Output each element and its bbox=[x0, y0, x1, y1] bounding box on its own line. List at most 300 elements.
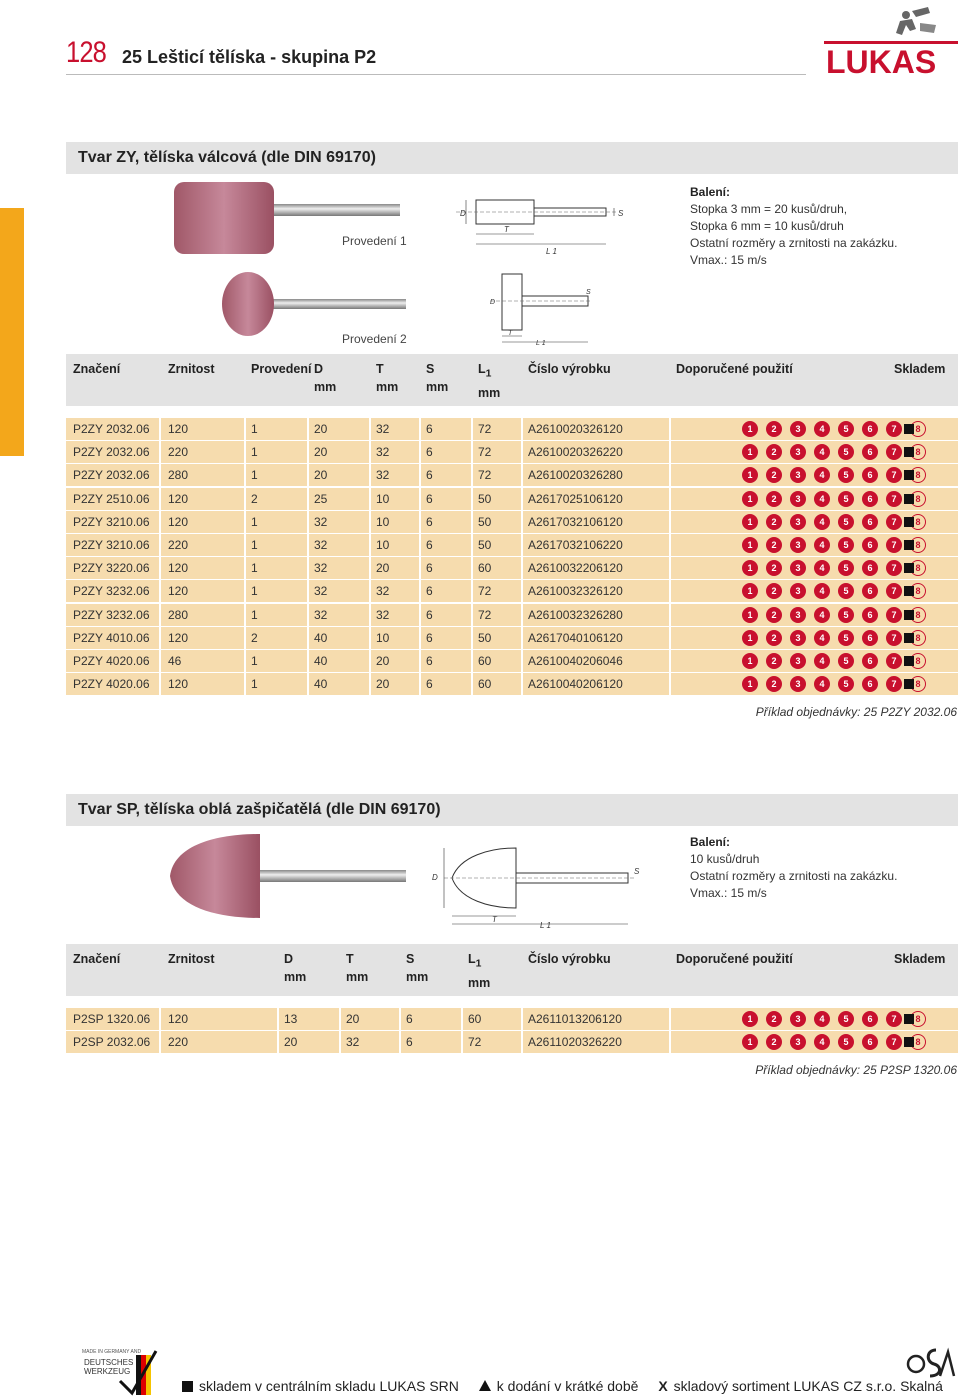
use-5-icon: 5 bbox=[838, 653, 854, 669]
table-cell: 10 bbox=[376, 538, 390, 552]
table-row bbox=[66, 627, 958, 649]
column-separator bbox=[369, 534, 371, 556]
use-7-icon: 7 bbox=[886, 491, 902, 507]
chapter-title: 25 Lešticí tělíska - skupina P2 bbox=[122, 47, 377, 67]
use-4-icon: 4 bbox=[814, 560, 830, 576]
table-cell: 1 bbox=[251, 584, 258, 599]
use-5-icon: 5 bbox=[838, 467, 854, 483]
svg-text:T: T bbox=[504, 225, 509, 234]
col-skladem: Skladem bbox=[894, 362, 946, 376]
use-1-icon: 1 bbox=[742, 537, 758, 553]
col-s: S mm bbox=[406, 952, 429, 984]
table-cell: 6 bbox=[406, 1035, 413, 1050]
recommended-use-icons bbox=[742, 1034, 926, 1050]
column-separator bbox=[307, 673, 309, 695]
column-separator bbox=[669, 580, 671, 602]
use-1-icon: 1 bbox=[742, 653, 758, 669]
column-separator bbox=[159, 488, 161, 510]
recommended-use-icons bbox=[742, 444, 926, 460]
table-cell: A2617032106120 bbox=[528, 514, 623, 529]
table-cell: 1 bbox=[251, 607, 258, 622]
column-separator bbox=[277, 1008, 279, 1030]
table-cell: P2ZY 4020.06 bbox=[73, 677, 150, 692]
col-skladem: Skladem bbox=[894, 952, 946, 966]
column-separator bbox=[471, 441, 473, 463]
table-row bbox=[66, 604, 958, 626]
provedeni-2-label: Provedení 2 bbox=[342, 332, 407, 346]
use-7-icon: 7 bbox=[886, 653, 902, 669]
column-separator bbox=[339, 1008, 341, 1030]
table-row bbox=[66, 580, 958, 602]
table-cell: 2 bbox=[251, 491, 258, 506]
col-pouziti: Doporučené použití bbox=[676, 952, 793, 966]
table-cell: 120 bbox=[168, 677, 189, 692]
table-cell: 120 bbox=[168, 584, 189, 599]
legend-cz: X skladový sortiment LUKAS CZ s.r.o. Skalná bbox=[658, 1378, 943, 1394]
table-cell: A2617040106120 bbox=[528, 630, 623, 645]
table-cell: 1 bbox=[251, 468, 258, 483]
table-cell: P2SP 2032.06 bbox=[73, 1035, 151, 1050]
use-7-icon: 7 bbox=[886, 607, 902, 623]
column-separator bbox=[159, 441, 161, 463]
use-3-icon: 3 bbox=[790, 676, 806, 692]
svg-text:T: T bbox=[492, 915, 497, 924]
column-separator bbox=[244, 557, 246, 579]
table-cell: 6 bbox=[406, 1012, 413, 1026]
column-separator bbox=[461, 1031, 463, 1053]
in-stock-square-icon bbox=[904, 563, 914, 573]
column-separator bbox=[471, 511, 473, 533]
table-cell: P2ZY 2032.06 bbox=[73, 422, 150, 436]
packaging-line: Stopka 6 mm = 10 kusů/druh bbox=[690, 219, 844, 233]
use-1-icon: 1 bbox=[742, 560, 758, 576]
use-5-icon: 5 bbox=[838, 444, 854, 460]
column-separator bbox=[521, 650, 523, 672]
table-cell: A2610020326220 bbox=[528, 445, 623, 460]
disc-stone-image bbox=[218, 268, 410, 340]
column-separator bbox=[419, 488, 421, 510]
column-separator bbox=[669, 604, 671, 626]
in-stock-square-icon bbox=[904, 610, 914, 620]
page-number: 128 bbox=[66, 36, 107, 69]
use-7-icon: 7 bbox=[886, 560, 902, 576]
packaging-title: Balení: bbox=[690, 185, 731, 199]
table-cell: 72 bbox=[478, 607, 492, 622]
column-separator bbox=[521, 627, 523, 649]
table-cell: 60 bbox=[478, 677, 492, 692]
use-1-icon: 1 bbox=[742, 421, 758, 437]
column-separator bbox=[419, 627, 421, 649]
use-7-icon: 7 bbox=[886, 514, 902, 530]
table-cell: A2610020326120 bbox=[528, 422, 623, 436]
use-5-icon: 5 bbox=[838, 1034, 854, 1050]
table-cell: 120 bbox=[168, 630, 189, 645]
table-cell: 1 bbox=[251, 514, 258, 529]
osa-certification-icon bbox=[906, 1346, 956, 1380]
column-separator bbox=[521, 441, 523, 463]
use-1-icon: 1 bbox=[742, 1011, 758, 1027]
recommended-use-icons bbox=[742, 1011, 926, 1027]
table-cell: A2610032326280 bbox=[528, 607, 623, 622]
use-8-icon: 8 bbox=[910, 1034, 926, 1050]
column-separator bbox=[307, 557, 309, 579]
column-separator bbox=[369, 441, 371, 463]
column-separator bbox=[244, 627, 246, 649]
table-cell: 72 bbox=[468, 1035, 482, 1050]
svg-text:T: T bbox=[508, 330, 513, 337]
table-row bbox=[66, 488, 958, 510]
table-row bbox=[66, 534, 958, 556]
use-3-icon: 3 bbox=[790, 537, 806, 553]
use-2-icon: 2 bbox=[766, 583, 782, 599]
col-t: T mm bbox=[376, 362, 399, 394]
column-separator bbox=[244, 673, 246, 695]
column-separator bbox=[244, 441, 246, 463]
column-separator bbox=[244, 580, 246, 602]
column-separator bbox=[244, 650, 246, 672]
table-cell: P2ZY 3232.06 bbox=[73, 607, 150, 622]
use-6-icon: 6 bbox=[862, 676, 878, 692]
table-cell: 6 bbox=[426, 607, 433, 622]
table-cell: 32 bbox=[376, 445, 390, 460]
column-separator bbox=[369, 464, 371, 486]
column-separator bbox=[471, 557, 473, 579]
column-separator bbox=[419, 673, 421, 695]
use-6-icon: 6 bbox=[862, 421, 878, 437]
packaging-info-sp bbox=[690, 834, 897, 902]
table-cell: 6 bbox=[426, 654, 433, 668]
in-stock-square-icon bbox=[904, 633, 914, 643]
table-cell: 120 bbox=[168, 561, 189, 576]
svg-text:WERKZEUG: WERKZEUG bbox=[84, 1367, 131, 1376]
column-separator bbox=[244, 418, 246, 440]
use-8-icon: 8 bbox=[910, 676, 926, 692]
table-cell: A2610032206120 bbox=[528, 561, 623, 576]
table-cell: 60 bbox=[468, 1012, 482, 1026]
use-6-icon: 6 bbox=[862, 514, 878, 530]
use-2-icon: 2 bbox=[766, 630, 782, 646]
use-1-icon: 1 bbox=[742, 444, 758, 460]
use-4-icon: 4 bbox=[814, 676, 830, 692]
table-row bbox=[66, 441, 958, 463]
table-row bbox=[66, 418, 958, 440]
column-separator bbox=[471, 580, 473, 602]
lukas-logo bbox=[820, 5, 960, 77]
svg-text:MADE IN GERMANY AND: MADE IN GERMANY AND bbox=[82, 1349, 142, 1355]
column-separator bbox=[419, 650, 421, 672]
use-6-icon: 6 bbox=[862, 444, 878, 460]
table-cell: P2ZY 2032.06 bbox=[73, 468, 150, 483]
col-pouziti: Doporučené použití bbox=[676, 362, 793, 376]
column-separator bbox=[471, 627, 473, 649]
use-2-icon: 2 bbox=[766, 1011, 782, 1027]
use-4-icon: 4 bbox=[814, 537, 830, 553]
use-2-icon: 2 bbox=[766, 676, 782, 692]
table-cell: 220 bbox=[168, 1035, 189, 1050]
column-separator bbox=[471, 650, 473, 672]
use-1-icon: 1 bbox=[742, 467, 758, 483]
stock-square-icon bbox=[182, 1381, 193, 1392]
table-cell: 32 bbox=[314, 514, 328, 529]
column-separator bbox=[669, 557, 671, 579]
table-cell: 1 bbox=[251, 445, 258, 460]
column-separator bbox=[244, 464, 246, 486]
in-stock-square-icon bbox=[904, 1037, 914, 1047]
column-separator bbox=[244, 488, 246, 510]
table-cell: A2611020326220 bbox=[528, 1035, 622, 1050]
use-7-icon: 7 bbox=[886, 467, 902, 483]
table-cell: 120 bbox=[168, 422, 189, 436]
table-cell: P2ZY 4010.06 bbox=[73, 630, 150, 645]
table-cell: 20 bbox=[314, 422, 328, 436]
column-separator bbox=[159, 673, 161, 695]
column-separator bbox=[307, 580, 309, 602]
recommended-use-icons bbox=[742, 421, 926, 437]
column-separator bbox=[307, 650, 309, 672]
use-2-icon: 2 bbox=[766, 514, 782, 530]
use-3-icon: 3 bbox=[790, 583, 806, 599]
column-separator bbox=[669, 650, 671, 672]
table-cell: P2ZY 3232.06 bbox=[73, 584, 150, 599]
use-2-icon: 2 bbox=[766, 467, 782, 483]
legend-stock: skladem v centrálním skladu LUKAS SRN bbox=[182, 1378, 459, 1394]
use-3-icon: 3 bbox=[790, 421, 806, 437]
table-cell: 13 bbox=[284, 1012, 298, 1026]
use-3-icon: 3 bbox=[790, 491, 806, 507]
recommended-use-icons bbox=[742, 653, 926, 669]
column-separator bbox=[159, 650, 161, 672]
column-separator bbox=[521, 488, 523, 510]
use-2-icon: 2 bbox=[766, 537, 782, 553]
use-1-icon: 1 bbox=[742, 491, 758, 507]
use-4-icon: 4 bbox=[814, 583, 830, 599]
x-mark-icon: X bbox=[658, 1378, 668, 1394]
in-stock-square-icon bbox=[904, 1014, 914, 1024]
pointed-stone-image bbox=[164, 826, 410, 926]
table-cell: 10 bbox=[376, 630, 390, 645]
table-cell: P2ZY 3220.06 bbox=[73, 561, 150, 576]
table-cell: 1 bbox=[251, 561, 258, 576]
column-separator bbox=[521, 418, 523, 440]
col-znaceni: Značení bbox=[73, 952, 121, 966]
table-cell: 46 bbox=[168, 654, 182, 668]
column-separator bbox=[521, 534, 523, 556]
use-7-icon: 7 bbox=[886, 1011, 902, 1027]
table-row bbox=[66, 557, 958, 579]
use-5-icon: 5 bbox=[838, 676, 854, 692]
packaging-line: Vmax.: 15 m/s bbox=[690, 253, 767, 267]
logo-figure-icon bbox=[896, 7, 936, 35]
column-separator bbox=[669, 673, 671, 695]
svg-text:L 1: L 1 bbox=[536, 340, 546, 346]
column-separator bbox=[521, 1008, 523, 1030]
column-separator bbox=[307, 534, 309, 556]
table-cell: 20 bbox=[314, 468, 328, 483]
use-5-icon: 5 bbox=[838, 630, 854, 646]
table-cell: 32 bbox=[346, 1035, 360, 1050]
use-3-icon: 3 bbox=[790, 653, 806, 669]
column-separator bbox=[521, 557, 523, 579]
order-example-zy: Příklad objednávky: 25 P2ZY 2032.06 bbox=[755, 705, 957, 719]
in-stock-square-icon bbox=[904, 447, 914, 457]
use-8-icon: 8 bbox=[910, 467, 926, 483]
packaging-title: Balení: bbox=[690, 835, 731, 849]
column-separator bbox=[277, 1031, 279, 1053]
use-6-icon: 6 bbox=[862, 653, 878, 669]
col-s: S mm bbox=[426, 362, 449, 394]
table-row bbox=[66, 650, 958, 672]
use-6-icon: 6 bbox=[862, 1011, 878, 1027]
column-separator bbox=[669, 511, 671, 533]
use-4-icon: 4 bbox=[814, 467, 830, 483]
col-cislo: Číslo výrobku bbox=[528, 362, 611, 376]
table-cell: P2SP 1320.06 bbox=[73, 1012, 151, 1026]
table-cell: 32 bbox=[314, 584, 328, 599]
use-1-icon: 1 bbox=[742, 676, 758, 692]
table-cell: 6 bbox=[426, 538, 433, 552]
column-separator bbox=[339, 1031, 341, 1053]
table-row bbox=[66, 673, 958, 695]
column-separator bbox=[244, 604, 246, 626]
table-row bbox=[66, 1008, 958, 1030]
column-separator bbox=[159, 511, 161, 533]
column-separator bbox=[419, 580, 421, 602]
table-cell: P2ZY 4020.06 bbox=[73, 654, 150, 668]
column-separator bbox=[307, 511, 309, 533]
use-6-icon: 6 bbox=[862, 630, 878, 646]
use-5-icon: 5 bbox=[838, 421, 854, 437]
table-cell: 20 bbox=[376, 677, 390, 692]
table-cell: 25 bbox=[314, 491, 328, 506]
table-cell: A2611013206120 bbox=[528, 1012, 622, 1026]
svg-text:L 1: L 1 bbox=[546, 247, 557, 256]
column-separator bbox=[669, 1031, 671, 1053]
table-cell: 40 bbox=[314, 677, 328, 692]
use-7-icon: 7 bbox=[886, 444, 902, 460]
column-separator bbox=[419, 464, 421, 486]
table-cell: 1 bbox=[251, 538, 258, 552]
column-separator bbox=[419, 441, 421, 463]
column-separator bbox=[159, 580, 161, 602]
column-separator bbox=[159, 464, 161, 486]
table-cell: 32 bbox=[314, 561, 328, 576]
svg-text:D: D bbox=[490, 299, 496, 306]
use-4-icon: 4 bbox=[814, 653, 830, 669]
table-cell: 1 bbox=[251, 654, 258, 668]
use-1-icon: 1 bbox=[742, 630, 758, 646]
table-cell: 50 bbox=[478, 538, 492, 552]
column-separator bbox=[521, 464, 523, 486]
use-4-icon: 4 bbox=[814, 514, 830, 530]
packaging-info-zy bbox=[690, 184, 897, 269]
in-stock-square-icon bbox=[904, 679, 914, 689]
table-cell: 20 bbox=[284, 1035, 298, 1050]
table-cell: 220 bbox=[168, 445, 189, 460]
use-3-icon: 3 bbox=[790, 560, 806, 576]
use-1-icon: 1 bbox=[742, 583, 758, 599]
use-6-icon: 6 bbox=[862, 537, 878, 553]
use-7-icon: 7 bbox=[886, 537, 902, 553]
use-5-icon: 5 bbox=[838, 560, 854, 576]
use-6-icon: 6 bbox=[862, 607, 878, 623]
section-color-tab bbox=[0, 208, 24, 456]
table-cell: 32 bbox=[376, 422, 390, 436]
column-separator bbox=[419, 511, 421, 533]
use-6-icon: 6 bbox=[862, 467, 878, 483]
column-separator bbox=[471, 604, 473, 626]
column-separator bbox=[307, 418, 309, 440]
table-cell: P2ZY 3210.06 bbox=[73, 538, 150, 552]
table-cell: 20 bbox=[314, 445, 328, 460]
table-cell: 2 bbox=[251, 630, 258, 645]
in-stock-square-icon bbox=[904, 586, 914, 596]
table-cell: 6 bbox=[426, 468, 433, 483]
col-t: T mm bbox=[346, 952, 369, 984]
in-stock-square-icon bbox=[904, 656, 914, 666]
table-cell: 72 bbox=[478, 584, 492, 599]
svg-text:DEUTSCHES: DEUTSCHES bbox=[84, 1358, 134, 1367]
table-cell: 40 bbox=[314, 630, 328, 645]
section-title-zy: Tvar ZY, tělíska válcová (dle DIN 69170) bbox=[66, 142, 958, 174]
diagram-pointed bbox=[430, 844, 650, 930]
column-separator bbox=[521, 511, 523, 533]
use-4-icon: 4 bbox=[814, 444, 830, 460]
column-separator bbox=[369, 673, 371, 695]
col-d: D mm bbox=[284, 952, 307, 984]
column-separator bbox=[471, 464, 473, 486]
table-cell: P2ZY 2510.06 bbox=[73, 491, 150, 506]
use-3-icon: 3 bbox=[790, 1034, 806, 1050]
use-3-icon: 3 bbox=[790, 1011, 806, 1027]
table-row bbox=[66, 1031, 958, 1053]
column-separator bbox=[307, 627, 309, 649]
table-cell: A2610040206120 bbox=[528, 677, 623, 692]
use-5-icon: 5 bbox=[838, 537, 854, 553]
column-separator bbox=[521, 673, 523, 695]
column-separator bbox=[307, 604, 309, 626]
column-separator bbox=[471, 534, 473, 556]
use-5-icon: 5 bbox=[838, 491, 854, 507]
use-3-icon: 3 bbox=[790, 630, 806, 646]
table-cell: 280 bbox=[168, 607, 189, 622]
table-header-zy bbox=[66, 354, 958, 406]
column-separator bbox=[307, 441, 309, 463]
column-separator bbox=[244, 511, 246, 533]
svg-text:S: S bbox=[618, 209, 624, 218]
table-cell: 32 bbox=[314, 607, 328, 622]
table-row bbox=[66, 464, 958, 486]
svg-text:S: S bbox=[586, 289, 591, 296]
use-7-icon: 7 bbox=[886, 676, 902, 692]
column-separator bbox=[159, 627, 161, 649]
table-cell: 32 bbox=[376, 468, 390, 483]
table-cell: 50 bbox=[478, 491, 492, 506]
table-cell: 72 bbox=[478, 468, 492, 483]
in-stock-square-icon bbox=[904, 424, 914, 434]
use-8-icon: 8 bbox=[910, 630, 926, 646]
use-1-icon: 1 bbox=[742, 1034, 758, 1050]
in-stock-square-icon bbox=[904, 540, 914, 550]
recommended-use-icons bbox=[742, 537, 926, 553]
column-separator bbox=[419, 418, 421, 440]
col-zrnitost: Zrnitost bbox=[168, 952, 215, 966]
order-example-sp: Příklad objednávky: 25 P2SP 1320.06 bbox=[755, 1063, 957, 1077]
recommended-use-icons bbox=[742, 491, 926, 507]
recommended-use-icons bbox=[742, 630, 926, 646]
table-row bbox=[66, 511, 958, 533]
provedeni-1-label: Provedení 1 bbox=[342, 234, 407, 248]
table-cell: 50 bbox=[478, 630, 492, 645]
